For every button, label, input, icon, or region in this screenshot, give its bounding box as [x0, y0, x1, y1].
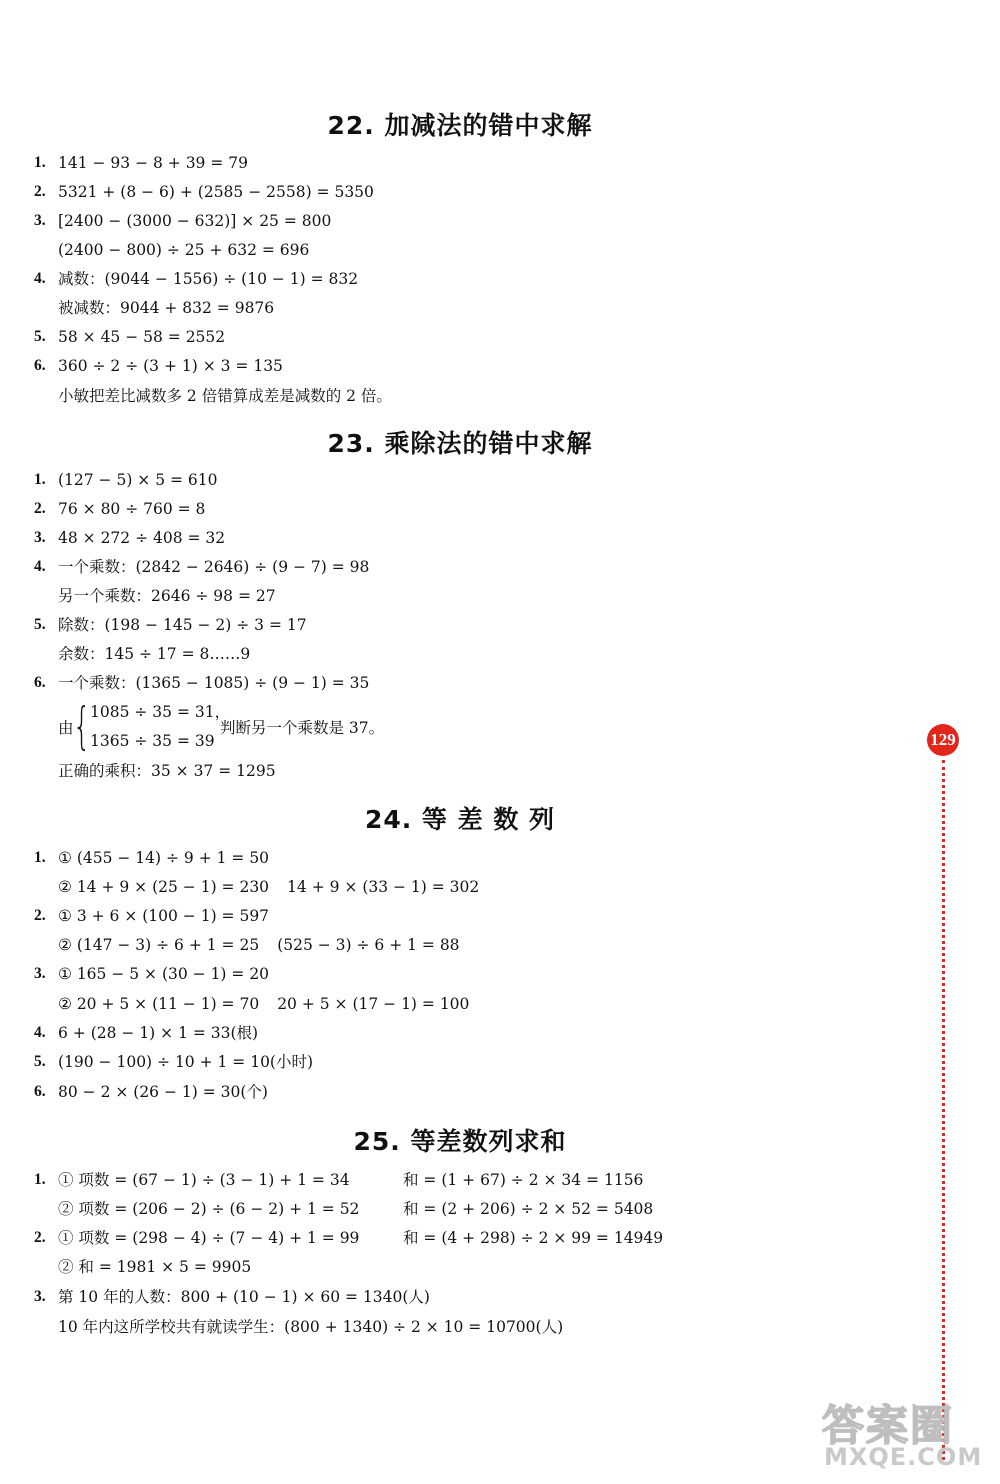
- section-title-24: 24. 等 差 数 列: [364, 805, 556, 834]
- answer-part: ② 14 + 9 × (25 − 1) = 230: [58, 878, 270, 896]
- item-number: 5.: [34, 328, 46, 345]
- page-number-badge: 129: [927, 724, 959, 756]
- answer-part: (525 − 3) ÷ 6 + 1 = 88: [277, 936, 460, 954]
- watermark-logo: [822, 1393, 992, 1473]
- item-number: 2.: [34, 907, 46, 924]
- answer-line: 76 × 80 ÷ 760 = 8: [58, 500, 206, 518]
- item-number: 3.: [34, 1288, 46, 1305]
- answer-line: 10 年内这所学校共有就读学生：(800 + 1340) ÷ 2 × 10 = 10700(人): [58, 1318, 564, 1336]
- dotted-margin-rule: [942, 760, 945, 1460]
- item-number: 1.: [34, 471, 46, 488]
- answer-line: 和 = (4 + 298) ÷ 2 × 99 = 14949: [403, 1229, 664, 1247]
- answer-line: 另一个乘数：2646 ÷ 98 = 27: [58, 587, 276, 605]
- answer-line: 一个乘数：(2842 − 2646) ÷ (9 − 7) = 98: [58, 558, 370, 576]
- answer-line: [2400 − (3000 − 632)] × 25 = 800: [58, 212, 332, 230]
- brace-line: 1085 ÷ 35 = 31，: [90, 703, 231, 721]
- item-number: 3.: [34, 212, 46, 229]
- answer-line: (190 − 100) ÷ 10 + 1 = 10(小时): [58, 1053, 314, 1071]
- item-number: 4.: [34, 270, 46, 287]
- item-number: 2.: [34, 1229, 46, 1246]
- answer-line: 360 ÷ 2 ÷ (3 + 1) × 3 = 135: [58, 357, 283, 375]
- answer-line: ① 3 + 6 × (100 − 1) = 597: [58, 907, 270, 925]
- item-number: 3.: [34, 529, 46, 546]
- answer-line: 141 − 93 − 8 + 39 = 79: [58, 154, 248, 172]
- answer-part: 14 + 9 × (33 − 1) = 302: [287, 878, 480, 896]
- item-number: 5.: [34, 1053, 46, 1070]
- answer-line: 5321 + (8 − 6) + (2585 − 2558) = 5350: [58, 183, 374, 201]
- section-title-22: 22. 加减法的错中求解: [327, 111, 593, 140]
- item-number: 2.: [34, 183, 46, 200]
- item-number: 6.: [34, 357, 46, 374]
- answer-line: [58, 994, 469, 1014]
- answer-line: 和 = (2 + 206) ÷ 2 × 52 = 5408: [403, 1200, 654, 1218]
- answer-line: ① 165 − 5 × (30 − 1) = 20: [58, 965, 270, 983]
- item-number: 6.: [34, 1083, 46, 1100]
- answer-line: [58, 877, 479, 897]
- answer-line: 和 = (1 + 67) ÷ 2 × 34 = 1156: [403, 1171, 644, 1189]
- answer-line: 减数：(9044 − 1556) ÷ (10 − 1) = 832: [58, 270, 359, 288]
- answer-note: 小敏把差比减数多 2 倍错算成差是减数的 2 倍。: [58, 387, 392, 405]
- answer-line: 被减数：9044 + 832 = 9876: [58, 299, 275, 317]
- item-number: 4.: [34, 558, 46, 575]
- item-number: 1.: [34, 154, 46, 171]
- answer-line: 除数：(198 − 145 − 2) ÷ 3 = 17: [58, 616, 307, 634]
- answer-line: 6 + (28 − 1) × 1 = 33(根): [58, 1024, 259, 1042]
- item-number: 2.: [34, 500, 46, 517]
- brace-prefix: 由: [58, 719, 74, 737]
- watermark-url: MXQE.COM: [824, 1443, 983, 1471]
- answer-line: 正确的乘积：35 × 37 = 1295: [58, 762, 276, 780]
- section-title-25: 25. 等差数列求和: [353, 1127, 567, 1156]
- answer-line: 48 × 272 ÷ 408 = 32: [58, 529, 226, 547]
- answer-line: (2400 − 800) ÷ 25 + 632 = 696: [58, 241, 310, 259]
- answer-part: ② (147 − 3) ÷ 6 + 1 = 25: [58, 936, 260, 954]
- answer-line: ② 项数 = (206 − 2) ÷ (6 − 2) + 1 = 52: [58, 1200, 360, 1218]
- section-title-23: 23. 乘除法的错中求解: [327, 429, 593, 458]
- watermark-text: 答案圈: [822, 1401, 955, 1450]
- brace-suffix: 判断另一个乘数是 37。: [220, 719, 385, 737]
- item-number: 1.: [34, 849, 46, 866]
- left-brace-icon: {: [73, 697, 91, 755]
- answer-line: 58 × 45 − 58 = 2552: [58, 328, 226, 346]
- item-number: 4.: [34, 1024, 46, 1041]
- answer-line: ① 项数 = (298 − 4) ÷ (7 − 4) + 1 = 99: [58, 1229, 360, 1247]
- answer-part: 20 + 5 × (17 − 1) = 100: [277, 995, 470, 1013]
- answer-line: [58, 935, 460, 955]
- answer-line: 第 10 年的人数：800 + (10 − 1) × 60 = 1340(人): [58, 1288, 430, 1306]
- brace-line: 1365 ÷ 35 = 39: [90, 732, 215, 750]
- answer-line: (127 − 5) × 5 = 610: [58, 471, 218, 489]
- answer-line: 余数：145 ÷ 17 = 8……9: [58, 645, 251, 663]
- answer-line: ① (455 − 14) ÷ 9 + 1 = 50: [58, 849, 270, 867]
- answer-line: 80 − 2 × (26 − 1) = 30(个): [58, 1083, 268, 1101]
- answer-part: ② 20 + 5 × (11 − 1) = 70: [58, 995, 260, 1013]
- item-number: 6.: [34, 674, 46, 691]
- item-number: 1.: [34, 1171, 46, 1188]
- item-number: 3.: [34, 965, 46, 982]
- item-number: 5.: [34, 616, 46, 633]
- answer-line: ① 项数 = (67 − 1) ÷ (3 − 1) + 1 = 34: [58, 1171, 350, 1189]
- answer-line: ② 和 = 1981 × 5 = 9905: [58, 1258, 252, 1276]
- answer-line: 一个乘数：(1365 − 1085) ÷ (9 − 1) = 35: [58, 674, 370, 692]
